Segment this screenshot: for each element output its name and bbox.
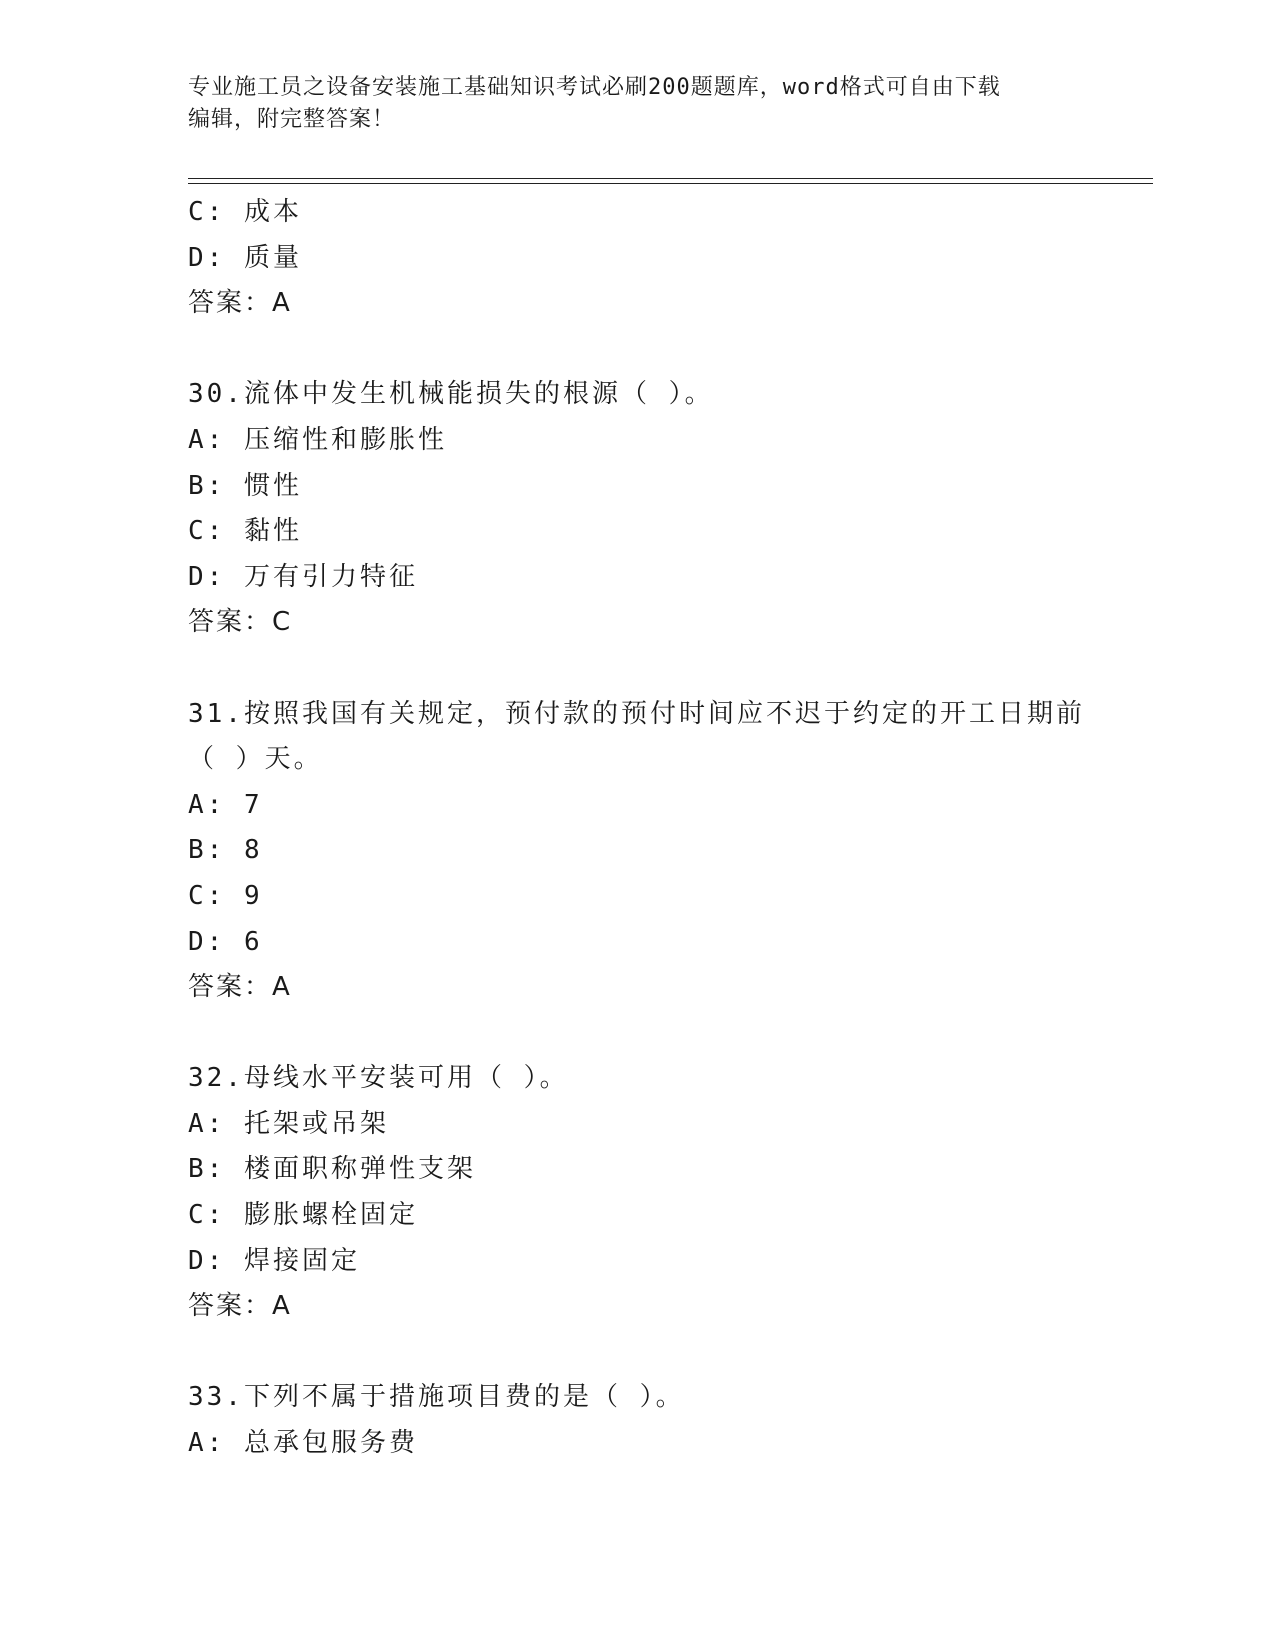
header-title-line-2: 编辑，附完整答案！ bbox=[188, 107, 396, 132]
question-answer: 答案：A bbox=[188, 1291, 292, 1322]
question-stem-continued: （ ）天。 bbox=[188, 744, 323, 775]
header-divider-top bbox=[188, 178, 1153, 179]
question-29-continuation bbox=[188, 190, 1148, 327]
header-divider-bottom bbox=[188, 183, 1153, 184]
question-33 bbox=[188, 1375, 1148, 1466]
question-option: A: 托架或吊架 bbox=[188, 1108, 389, 1139]
question-option: C: 成本 bbox=[188, 197, 302, 227]
question-stem: 30.流体中发生机械能损失的根源（ ）。 bbox=[188, 379, 714, 410]
question-option: B: 惯性 bbox=[188, 470, 302, 501]
question-content bbox=[188, 190, 1148, 1467]
question-31 bbox=[188, 692, 1148, 1011]
question-32 bbox=[188, 1056, 1148, 1330]
question-option: A: 压缩性和膨胀性 bbox=[188, 424, 447, 455]
document-header bbox=[188, 72, 1088, 136]
question-answer: 答案：A bbox=[188, 972, 292, 1003]
question-option: B: 楼面职称弹性支架 bbox=[188, 1154, 476, 1185]
question-option: A: 总承包服务费 bbox=[188, 1428, 418, 1459]
question-spacer bbox=[188, 1011, 1148, 1057]
question-stem: 31.按照我国有关规定，预付款的预付时间应不迟于约定的开工日期前 bbox=[188, 698, 1085, 729]
question-spacer bbox=[188, 327, 1148, 373]
question-30 bbox=[188, 372, 1148, 646]
question-option: A: 7 bbox=[188, 789, 263, 820]
question-stem: 32.母线水平安装可用（ ）。 bbox=[188, 1063, 569, 1094]
question-spacer bbox=[188, 1330, 1148, 1376]
question-answer: 答案：C bbox=[188, 607, 293, 638]
question-option: C: 9 bbox=[188, 880, 263, 911]
question-option: D: 6 bbox=[188, 926, 263, 957]
question-option: B: 8 bbox=[188, 835, 263, 866]
question-option: C: 黏性 bbox=[188, 516, 302, 547]
question-answer: 答案：A bbox=[188, 288, 292, 319]
question-stem: 33.下列不属于措施项目费的是（ ）。 bbox=[188, 1382, 685, 1413]
question-option: D: 万有引力特征 bbox=[188, 561, 418, 592]
header-title-line-1: 专业施工员之设备安装施工基础知识考试必刷200题题库，word格式可自由下载 bbox=[188, 75, 1001, 100]
question-option: C: 膨胀螺栓固定 bbox=[188, 1200, 418, 1231]
question-option: D: 焊接固定 bbox=[188, 1245, 360, 1276]
question-spacer bbox=[188, 646, 1148, 692]
question-option: D: 质量 bbox=[188, 242, 302, 273]
